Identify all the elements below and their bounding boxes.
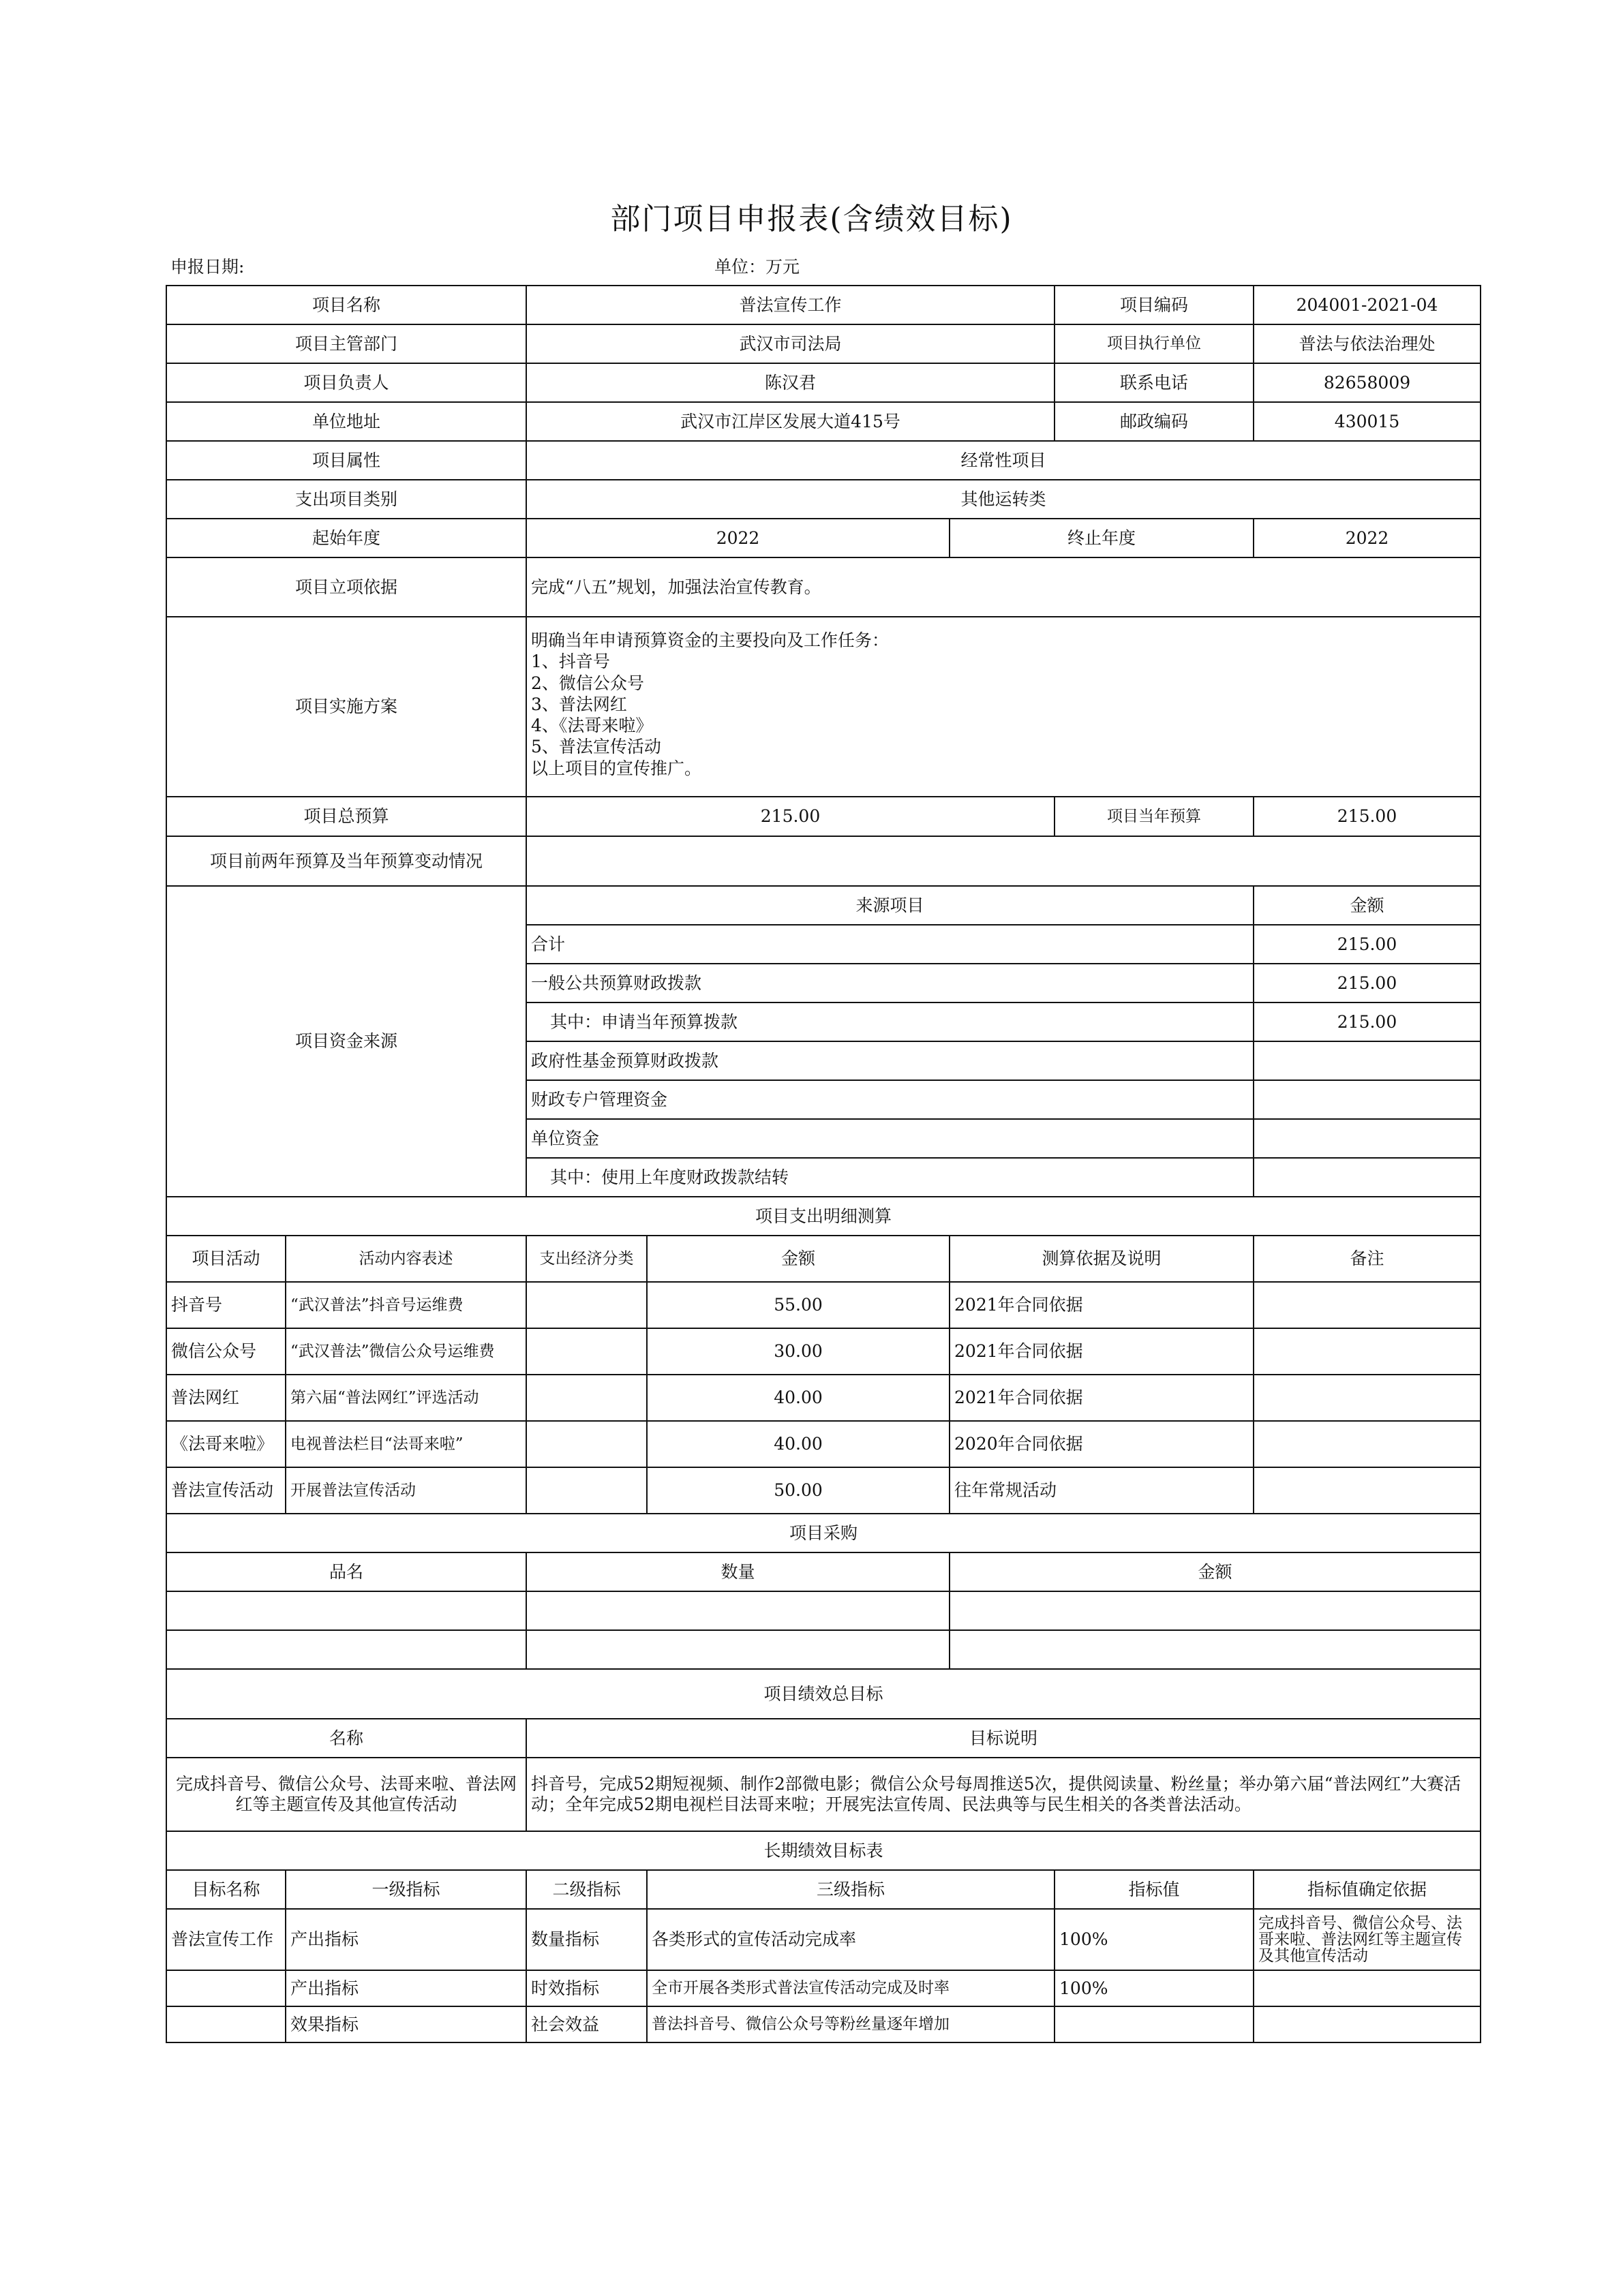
dept-label: 项目主管部门 xyxy=(166,324,526,363)
perf-long-header-basis: 指标值确定依据 xyxy=(1254,1870,1481,1909)
perf-total-header-row xyxy=(166,1719,1481,1758)
plan-line: 5、普法宣传活动 xyxy=(531,737,661,757)
expense-activity: 普法宣传活动 xyxy=(166,1467,286,1514)
expense-content: 开展普法宣传活动 xyxy=(286,1467,526,1514)
purchase-amount xyxy=(950,1591,1481,1630)
perf-long-header-level1: 一级指标 xyxy=(286,1870,526,1909)
expense-section-row xyxy=(166,1197,1481,1236)
row-basis xyxy=(166,557,1481,617)
perf-long-level3: 普法抖音号、微信公众号等粉丝量逐年增加 xyxy=(647,2006,1055,2042)
funding-label: 项目资金来源 xyxy=(166,886,526,1197)
basis-label: 项目立项依据 xyxy=(166,557,526,617)
expense-econ xyxy=(526,1375,647,1421)
row-address xyxy=(166,402,1481,441)
leader-label: 项目负责人 xyxy=(166,363,526,402)
leader-value: 陈汉君 xyxy=(526,363,1055,402)
perf-long-target xyxy=(166,1970,286,2006)
funding-source: 财政专户管理资金 xyxy=(526,1080,1254,1119)
phone-label: 联系电话 xyxy=(1055,363,1254,402)
expense-basis: 2021年合同依据 xyxy=(950,1375,1254,1421)
row-plan xyxy=(166,617,1481,797)
expense-header-activity: 项目活动 xyxy=(166,1236,286,1282)
purchase-section-row xyxy=(166,1514,1481,1552)
purchase-row xyxy=(166,1591,1481,1630)
perf-long-target xyxy=(166,2006,286,2042)
plan-line: 3、普法网红 xyxy=(531,694,627,714)
perf-total-desc: 抖音号，完成52期短视频、制作2部微电影；微信公众号每周推送5次，提供阅读量、粉丝量；举办第六届“普法网红”大赛活动；全年完成52期电视栏目法哥来啦；开展宪法宣传周、民法典等与民生相关的各类普法活动。 xyxy=(526,1758,1481,1831)
basis-value: 完成“八五”规划，加强法治宣传教育。 xyxy=(526,557,1481,617)
plan-line: 4、《法哥来啦》 xyxy=(531,716,653,735)
perf-long-row xyxy=(166,2006,1481,2042)
perf-long-basis xyxy=(1254,1970,1481,2006)
expense-row xyxy=(166,1467,1481,1514)
year-budget-label: 项目当年预算 xyxy=(1055,797,1254,836)
expense-econ xyxy=(526,1421,647,1467)
expense-header-basis: 测算依据及说明 xyxy=(950,1236,1254,1282)
expense-basis: 往年常规活动 xyxy=(950,1467,1254,1514)
purchase-qty xyxy=(526,1630,950,1669)
perf-total-desc-header: 目标说明 xyxy=(526,1719,1481,1758)
exec-unit-label: 项目执行单位 xyxy=(1055,324,1254,363)
perf-total-section-row xyxy=(166,1669,1481,1719)
perf-total-section-title: 项目绩效总目标 xyxy=(166,1669,1481,1719)
row-years xyxy=(166,519,1481,557)
row-category xyxy=(166,480,1481,519)
perf-total-name: 完成抖音号、微信公众号、法哥来啦、普法网红等主题宣传及其他宣传活动 xyxy=(166,1758,526,1831)
expense-econ xyxy=(526,1328,647,1375)
funding-source: 其中：申请当年预算拨款 xyxy=(526,1002,1254,1041)
expense-content: 第六届“普法网红”评选活动 xyxy=(286,1375,526,1421)
plan-line: 1、抖音号 xyxy=(531,652,610,672)
dept-value: 武汉市司法局 xyxy=(526,324,1055,363)
expense-content: “武汉普法”抖音号运维费 xyxy=(286,1282,526,1328)
project-name-value: 普法宣传工作 xyxy=(526,286,1055,324)
perf-long-level2: 时效指标 xyxy=(526,1970,647,2006)
expense-basis: 2021年合同依据 xyxy=(950,1328,1254,1375)
expense-note xyxy=(1254,1328,1481,1375)
perf-long-level1: 产出指标 xyxy=(286,1970,526,2006)
report-date-label: 申报日期: xyxy=(170,257,245,277)
end-year-value: 2022 xyxy=(1254,519,1481,557)
expense-header-econ: 支出经济分类 xyxy=(526,1236,647,1282)
expense-basis: 2020年合同依据 xyxy=(950,1421,1254,1467)
expense-header-note: 备注 xyxy=(1254,1236,1481,1282)
funding-amount xyxy=(1254,1080,1481,1119)
perf-long-header-target: 目标名称 xyxy=(166,1870,286,1909)
row-dept xyxy=(166,324,1481,363)
perf-long-header-level2: 二级指标 xyxy=(526,1870,647,1909)
expense-section-title: 项目支出明细测算 xyxy=(166,1197,1481,1236)
plan-line: 2、微信公众号 xyxy=(531,673,644,693)
perf-long-target: 普法宣传工作 xyxy=(166,1909,286,1970)
perf-long-level1: 效果指标 xyxy=(286,2006,526,2042)
perf-long-value: 100% xyxy=(1055,1909,1254,1970)
start-year-label: 起始年度 xyxy=(166,519,526,557)
perf-long-basis xyxy=(1254,2006,1481,2042)
expense-row xyxy=(166,1421,1481,1467)
expense-amount: 30.00 xyxy=(647,1328,950,1375)
expense-content: “武汉普法”微信公众号运维费 xyxy=(286,1328,526,1375)
purchase-header-qty: 数量 xyxy=(526,1552,950,1591)
start-year-value: 2022 xyxy=(526,519,950,557)
plan-line: 以上项目的宣传推广。 xyxy=(531,758,702,778)
row-total-budget xyxy=(166,797,1481,836)
funding-source-header: 来源项目 xyxy=(526,886,1254,925)
end-year-label: 终止年度 xyxy=(950,519,1254,557)
budget-change-value xyxy=(526,836,1481,886)
funding-amount xyxy=(1254,1041,1481,1080)
perf-total-name-header: 名称 xyxy=(166,1719,526,1758)
expense-header-amount: 金额 xyxy=(647,1236,950,1282)
address-label: 单位地址 xyxy=(166,402,526,441)
funding-amount: 215.00 xyxy=(1254,925,1481,964)
expense-activity: 抖音号 xyxy=(166,1282,286,1328)
purchase-qty xyxy=(526,1591,950,1630)
funding-source: 单位资金 xyxy=(526,1119,1254,1158)
address-value: 武汉市江岸区发展大道415号 xyxy=(526,402,1055,441)
expense-activity: 微信公众号 xyxy=(166,1328,286,1375)
category-label: 支出项目类别 xyxy=(166,480,526,519)
attr-value: 经常性项目 xyxy=(526,441,1481,480)
category-value: 其他运转类 xyxy=(526,480,1481,519)
funding-amount: 215.00 xyxy=(1254,964,1481,1002)
perf-long-section-row xyxy=(166,1831,1481,1870)
expense-econ xyxy=(526,1282,647,1328)
expense-basis: 2021年合同依据 xyxy=(950,1282,1254,1328)
expense-note xyxy=(1254,1375,1481,1421)
plan-label: 项目实施方案 xyxy=(166,617,526,797)
expense-note xyxy=(1254,1421,1481,1467)
funding-amount: 215.00 xyxy=(1254,1002,1481,1041)
perf-long-header-value: 指标值 xyxy=(1055,1870,1254,1909)
purchase-item xyxy=(166,1630,526,1669)
purchase-amount xyxy=(950,1630,1481,1669)
funding-amount xyxy=(1254,1158,1481,1197)
expense-header-row xyxy=(166,1236,1481,1282)
row-leader xyxy=(166,363,1481,402)
expense-note xyxy=(1254,1282,1481,1328)
funding-amount xyxy=(1254,1119,1481,1158)
perf-long-level3: 各类形式的宣传活动完成率 xyxy=(647,1909,1055,1970)
expense-row xyxy=(166,1282,1481,1328)
unit-label: 单位：万元 xyxy=(714,257,800,277)
perf-long-basis: 完成抖音号、微信公众号、法哥来啦、普法网红等主题宣传及其他宣传活动 xyxy=(1254,1909,1481,1970)
budget-change-label: 项目前两年预算及当年预算变动情况 xyxy=(166,836,526,886)
perf-long-row xyxy=(166,1909,1481,1970)
row-project-name xyxy=(166,286,1481,324)
funding-source: 其中：使用上年度财政拨款结转 xyxy=(526,1158,1254,1197)
funding-source: 一般公共预算财政拨款 xyxy=(526,964,1254,1002)
purchase-header-row xyxy=(166,1552,1481,1591)
attr-label: 项目属性 xyxy=(166,441,526,480)
perf-long-header-row xyxy=(166,1870,1481,1909)
funding-source: 政府性基金预算财政拨款 xyxy=(526,1041,1254,1080)
total-budget-value: 215.00 xyxy=(526,797,1055,836)
perf-total-row xyxy=(166,1758,1481,1831)
perf-long-row xyxy=(166,1970,1481,2006)
expense-activity: 《法哥来啦》 xyxy=(166,1421,286,1467)
expense-content: 电视普法栏目“法哥来啦” xyxy=(286,1421,526,1467)
expense-header-content: 活动内容表述 xyxy=(286,1236,526,1282)
zip-label: 邮政编码 xyxy=(1055,402,1254,441)
expense-row xyxy=(166,1328,1481,1375)
expense-econ xyxy=(526,1467,647,1514)
perf-long-header-level3: 三级指标 xyxy=(647,1870,1055,1909)
perf-long-level1: 产出指标 xyxy=(286,1909,526,1970)
expense-amount: 40.00 xyxy=(647,1421,950,1467)
funding-amount-header: 金额 xyxy=(1254,886,1481,925)
exec-unit-value: 普法与依法治理处 xyxy=(1254,324,1481,363)
perf-long-level3: 全市开展各类形式普法宣传活动完成及时率 xyxy=(647,1970,1055,2006)
perf-long-level2: 数量指标 xyxy=(526,1909,647,1970)
perf-long-value xyxy=(1055,2006,1254,2042)
expense-amount: 55.00 xyxy=(647,1282,950,1328)
plan-value xyxy=(526,617,1481,797)
purchase-row xyxy=(166,1630,1481,1669)
page-title: 部门项目申报表(含绩效目标) xyxy=(610,202,1013,236)
project-name-label: 项目名称 xyxy=(166,286,526,324)
phone-value: 82658009 xyxy=(1254,363,1481,402)
expense-amount: 50.00 xyxy=(647,1467,950,1514)
perf-long-value: 100% xyxy=(1055,1970,1254,2006)
plan-line: 明确当年申请预算资金的主要投向及工作任务： xyxy=(531,630,890,650)
expense-row xyxy=(166,1375,1481,1421)
project-code-label: 项目编码 xyxy=(1055,286,1254,324)
purchase-item xyxy=(166,1591,526,1630)
project-code-value: 204001-2021-04 xyxy=(1254,286,1481,324)
row-attr xyxy=(166,441,1481,480)
perf-long-level2: 社会效益 xyxy=(526,2006,647,2042)
purchase-header-amount: 金额 xyxy=(950,1552,1481,1591)
expense-amount: 40.00 xyxy=(647,1375,950,1421)
purchase-header-item: 品名 xyxy=(166,1552,526,1591)
project-form-table xyxy=(166,285,1481,2043)
funding-source: 合计 xyxy=(526,925,1254,964)
row-budget-change xyxy=(166,836,1481,886)
perf-long-section-title: 长期绩效目标表 xyxy=(166,1831,1481,1870)
zip-value: 430015 xyxy=(1254,402,1481,441)
funding-header-row xyxy=(166,886,1481,925)
total-budget-label: 项目总预算 xyxy=(166,797,526,836)
purchase-section-title: 项目采购 xyxy=(166,1514,1481,1552)
year-budget-value: 215.00 xyxy=(1254,797,1481,836)
expense-note xyxy=(1254,1467,1481,1514)
expense-activity: 普法网红 xyxy=(166,1375,286,1421)
